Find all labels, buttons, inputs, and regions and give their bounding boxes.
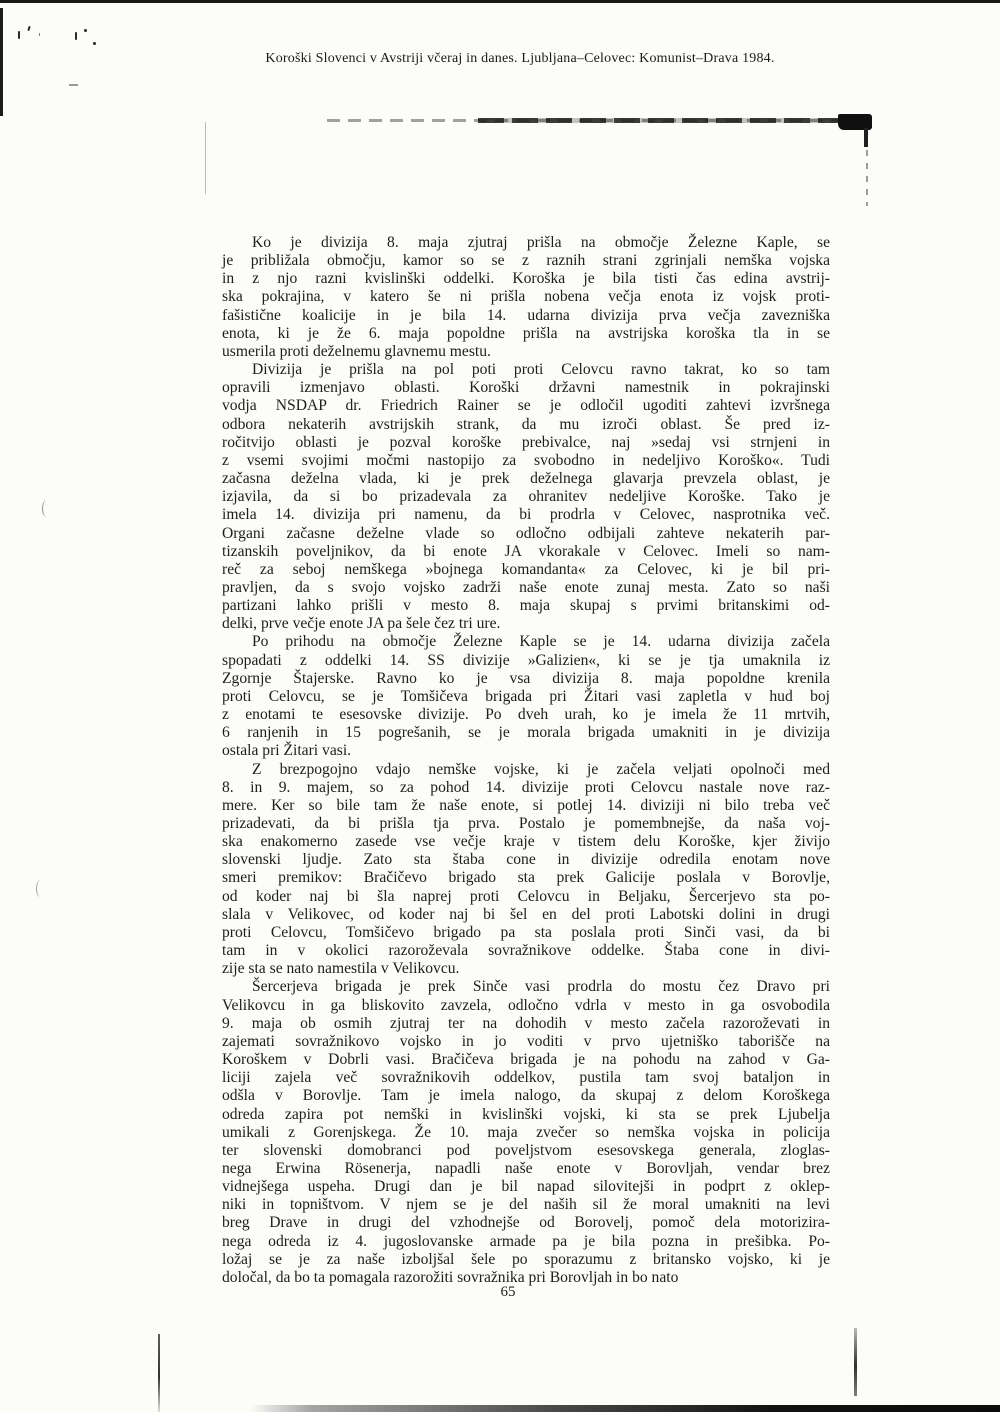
paragraph	[222, 234, 830, 361]
text-line: enota, ki je že 6. maja popoldne prišla na avstrijska koroška tla in se	[222, 324, 830, 342]
text-line: je približala območju, kamor so se z raznih strani zgrinjali nemška vojska	[222, 252, 830, 270]
text-line: Ko je divizija 8. maja zjutraj prišla na območje Železne Kaple, se	[252, 234, 830, 251]
paragraph	[222, 633, 830, 760]
text-line: in z njo razni kvislinški oddelki. Koroška je bila tisti čas edina avstrij-	[222, 270, 830, 288]
text-line: 8. in 9. majem, so za pohod 14. divizije proti Celovcu nastale nove raz-	[222, 778, 830, 796]
text-line: Divizija je prišla na pol poti proti Celovcu ravno takrat, ko so tam	[252, 361, 830, 379]
ink-speck	[84, 29, 87, 32]
ink-speck	[27, 26, 30, 31]
page-number: 65	[500, 1284, 516, 1300]
text-line: izjavila, da si bo prizadevala za ohranitev nedeljive Koroške. Tako je	[222, 488, 830, 506]
text-line: slala v Velikovec, od koder naj bi šel en del proti Labotski dolini in drugi	[222, 905, 830, 923]
scan-artifact-left-edge	[0, 8, 3, 116]
text-line: delki, prve večje enote JA pa šele čez tri ure.	[222, 615, 501, 633]
text-line: usmerila proti deželnemu glavnemu mestu.	[222, 342, 491, 360]
scan-artifact-bottom-bar	[250, 1405, 1000, 1412]
text-line: odšla v Borovlje. Tam je imela nalogo, da skupaj z delom Koroškega	[222, 1087, 830, 1105]
text-line: imela 14. divizija pri namenu, da bi prodrla v Celovec, nasprotnika več.	[222, 506, 830, 524]
margin-paren-mark	[42, 500, 51, 517]
text-line: tizanskih poveljnikov, da bi enote JA vkorakale v Celovec. Imeli so nam-	[222, 542, 830, 560]
text-line: Koroškem v Dobrli vasi. Bračičeva brigada je na pohodu na zahod v Ga-	[222, 1051, 830, 1069]
text-line: slovenski ljudje. Zato sta štaba cone in divizije odredila enotam nove	[222, 851, 830, 869]
text-line: z enotami te esesovske divizije. Po dveh urah, ko je imela že 11 mrtvih,	[222, 706, 830, 724]
text-line: ter slovenski domobranci pod poveljstvom esesovskega generala, zloglas-	[222, 1141, 830, 1159]
text-line: prizadevati, da bi prišla tja prva. Postalo je pomembnejše, da naša voj-	[222, 815, 830, 832]
text-line: nega odreda iz 4. jugoslovanske armade pa je bila pozna in prešibka. Po-	[222, 1232, 830, 1250]
scan-artifact-margin-line	[205, 122, 206, 194]
text-line: Zgornje Štajerske. Ravno ko je vsa divizija 8. maja popoldne krenila	[222, 669, 830, 687]
text-line: ska enakomerno zasede vse večje kraje v tistem delu Koroške, kjer živijo	[222, 833, 830, 851]
text-line: zajemati sovražnikovo vojsko in jo voditi v prvo ujetniško taborišče na	[222, 1032, 830, 1050]
scan-artifact-vertical-dashes	[866, 150, 868, 206]
text-line: umikali z Gorenjskega. Že 10. maja zvečer so nemška vojska in policija	[222, 1123, 830, 1141]
text-line: proti Celovcu, se je Tomšičeva brigada pri Žitari vasi zapletla v hud boj	[222, 687, 830, 705]
text-line: partizani lahko prišli v mesto 8. maja skupaj s prvimi britanskimi od-	[222, 597, 830, 615]
text-line: začasna deželna vlada, ki je prek deželnega glavarja prevzela oblast, je	[222, 470, 830, 488]
text-line: ročitvijo oblasti je pozval koroške prebivalce, naj »sedaj vsi strnjeni in	[222, 433, 830, 451]
text-line: odreda zapira pot nemški in kvislinški vojski, ki sta se prek Ljubelja	[222, 1105, 830, 1123]
paragraph	[222, 361, 830, 633]
paragraph	[222, 761, 830, 979]
text-line: vodja NSDAP dr. Friedrich Rainer se je odločil ugoditi zahtevi izvršnega	[222, 397, 830, 415]
text-line: Šercerjeva brigada je prek Sinče vasi prodrla do mostu čez Dravo pri	[252, 978, 830, 996]
text-line: Po prihodu na območje Železne Kaple se je 14. udarna divizija začela	[252, 633, 830, 651]
text-line: opravili izmenjavo oblasti. Koroški državni namestnik in pokrajinski	[222, 379, 830, 397]
ink-speck	[93, 42, 96, 45]
text-line: reč za seboj nemškega »bojnega komandanta« za Celovec, ki je bil pri-	[222, 560, 830, 578]
text-line: smeri premikov: Bračičevo brigado sta prek Galicije poslala v Borovlje,	[222, 869, 830, 887]
scan-artifact-horizontal-line-dark	[478, 118, 848, 123]
text-line: nega Erwina Rösenerja, napadli naše enote v Borovljah, vendar brez	[222, 1159, 830, 1177]
text-line: niki in topništvom. V njem se je del naših sil že moral umakniti na levi	[222, 1196, 830, 1214]
text-line: proti Celovcu, Tomšičevo brigado pa sta poslala proti Sinči vasi, da bi	[222, 923, 830, 941]
scan-artifact-top-edge	[0, 0, 1000, 3]
text-line: vidnejšega uspeha. Drugi dan je bil napad silovitejši in podprt z oklep-	[222, 1178, 830, 1196]
scan-artifact-corner-blob	[838, 114, 872, 130]
ink-speck	[18, 31, 20, 39]
scan-artifact-bottom-right-line	[854, 1328, 857, 1396]
text-line: od koder naj bi šla naprej proti Celovcu in Beljaku, Šercerjevo sta po-	[222, 887, 830, 905]
text-line: z vsemi svojimi močmi nastopijo za svobodno in nedeljivo Koroško«. Tudi	[222, 451, 830, 469]
paragraph	[222, 978, 830, 1287]
text-line: liciji zajela več sovražnikovih oddelkov, pustila tam svoj bataljon in	[222, 1069, 830, 1087]
text-line: zije sta se nato namestila v Velikovcu.	[222, 960, 460, 978]
text-line: 6 ranjenih in 15 pogrešanih, se je morala brigada umakniti in je divizija	[222, 724, 830, 742]
text-line: mere. Ker so bile tam že naše enote, si potlej 14. diviziji ni bilo treba več	[222, 796, 830, 814]
text-line: ložaj se je za naše izboljšal šele po sporazumu z britansko vojsko, ki je	[222, 1250, 830, 1268]
text-line: Z brezpogojno vdajo nemške vojske, ki je začela veljati opolnoči med	[252, 760, 830, 778]
body-text	[222, 234, 830, 1287]
text-line: določal, da bo ta pomagala razorožiti sovražnika pri Borovljah in bo nato	[222, 1268, 679, 1286]
text-line: pravljen, da s svojo vojsko zadrži naše enote zunaj mesta. Zato so naši	[222, 578, 830, 596]
text-line: spopadati z oddelki 14. SS divizije »Galizien«, ki se je tja umaknila iz	[222, 651, 830, 669]
running-head: Koroški Slovenci v Avstriji včeraj in danes. Ljubljana–Celovec: Komunist–Drava 1984.	[265, 51, 775, 66]
margin-paren-mark	[36, 880, 45, 897]
text-line: 9. maja ob osmih zjutraj ter na dohodih v mesto začela razoroževati in	[222, 1014, 830, 1032]
text-line: Velikovcu in ga bliskovito zavzela, odločno vdrla v mesto in ga osvobodila	[222, 996, 830, 1014]
scan-artifact-horizontal-line	[327, 119, 847, 122]
text-line: ska pokrajina, v katero še ni prišla nobena večja enota iz vojsk proti-	[222, 288, 830, 306]
ink-speck	[39, 33, 40, 36]
text-line: fašistične koalicije in je bila 14. udarna divizija prva večja zavezniška	[222, 306, 830, 324]
text-line: breg Drave in drugi del vzhodnejše od Borovelj, pomoč dela motorizira-	[222, 1214, 830, 1232]
ink-speck	[75, 32, 77, 40]
ink-speck	[69, 84, 78, 86]
scan-artifact-vertical-hook	[864, 128, 868, 147]
text-line: odbora nekaterih avstrijskih strank, da mu izroči oblast. Še pred iz-	[222, 415, 830, 433]
text-line: ostala pri Žitari vasi.	[222, 742, 352, 760]
text-line: Organi začasne deželne vlade so odločno odbijali zahteve nekaterih par-	[222, 524, 830, 542]
text-line: tam in v okolici razoroževala sovražnikove oddelke. Štaba cone in divi-	[222, 942, 830, 960]
scan-artifact-bottom-left-line	[158, 1334, 160, 1412]
